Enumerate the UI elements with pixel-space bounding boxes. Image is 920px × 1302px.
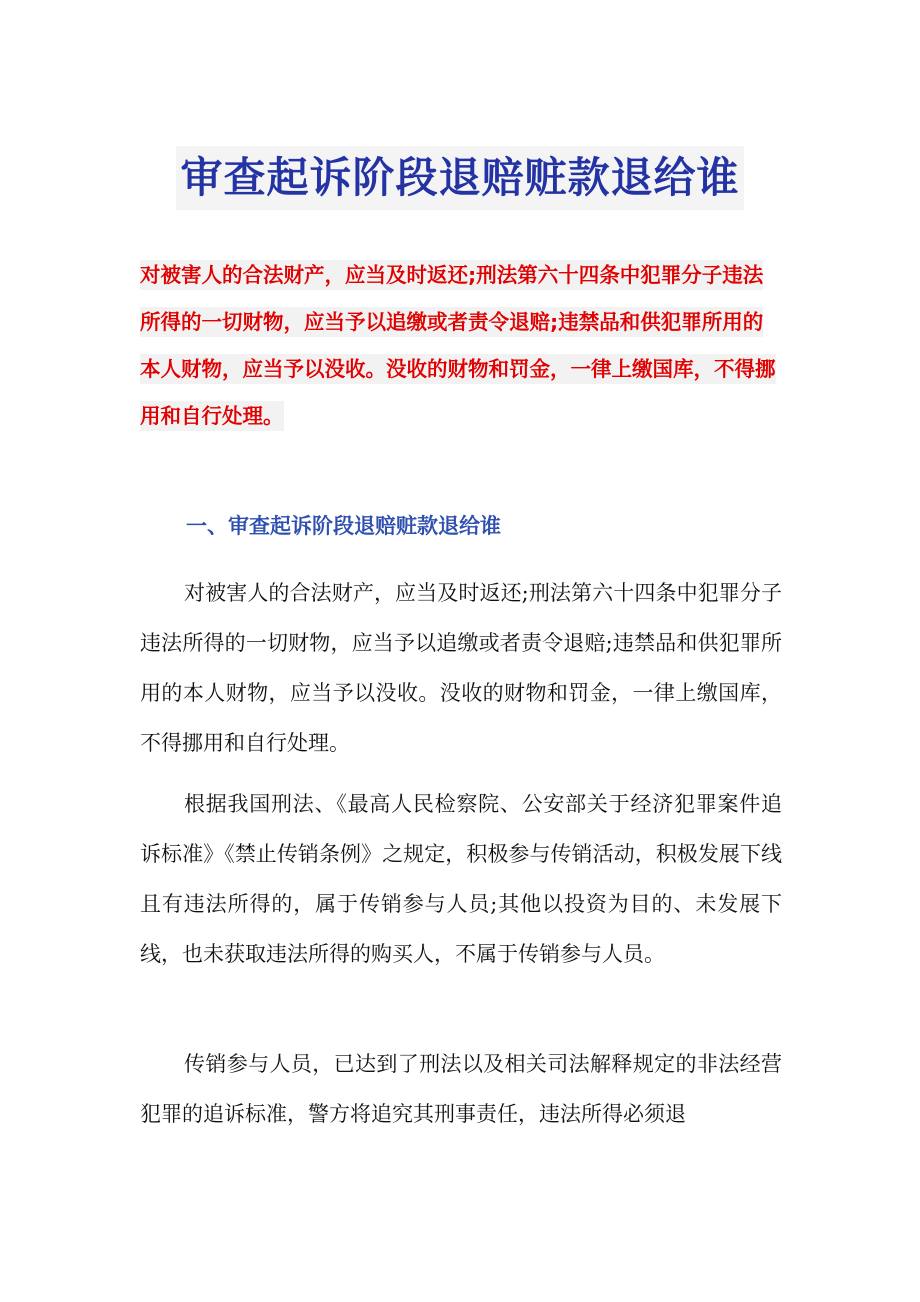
body-paragraph-2: 根据我国刑法、《最高人民检察院、公安部关于经济犯罪案件追诉标准》《禁止传销条例》之规定，积极参与传销活动，积极发展下线且有违法所得的，属于传销参与人员;其他以投资为目的、未发展下线，也未获取违法所得的购买人，不属于传销参与人员。 xyxy=(140,792,782,966)
body-paragraph-3: 传销参与人员，已达到了刑法以及相关司法解释规定的非法经营犯罪的追诉标准，警方将追究其刑事责任，违法所得必须退 xyxy=(140,1052,782,1126)
title-container xyxy=(0,118,920,238)
summary-text: 对被害人的合法财产，应当及时返还;刑法第六十四条中犯罪分子违法所得的一切财物，应当予以追缴或者责令退赔;违禁品和供犯罪所用的本人财物，应当予以没收。没收的财物和罚金，一律上缴国库，不得挪用和自行处理。 xyxy=(140,260,776,431)
document-title: 审查起诉阶段退赔赃款退给谁 xyxy=(176,146,743,210)
summary-paragraph xyxy=(140,252,782,440)
body-paragraph-1: 对被害人的合法财产，应当及时返还;刑法第六十四条中犯罪分子违法所得的一切财物，应当予以追缴或者责令退赔;违禁品和供犯罪所用的本人财物，应当予以没收。没收的财物和罚金，一律上缴国库，不得挪用和自行处理。 xyxy=(140,581,782,755)
section-heading: 一、审查起诉阶段退赔赃款退给谁 xyxy=(186,514,501,538)
